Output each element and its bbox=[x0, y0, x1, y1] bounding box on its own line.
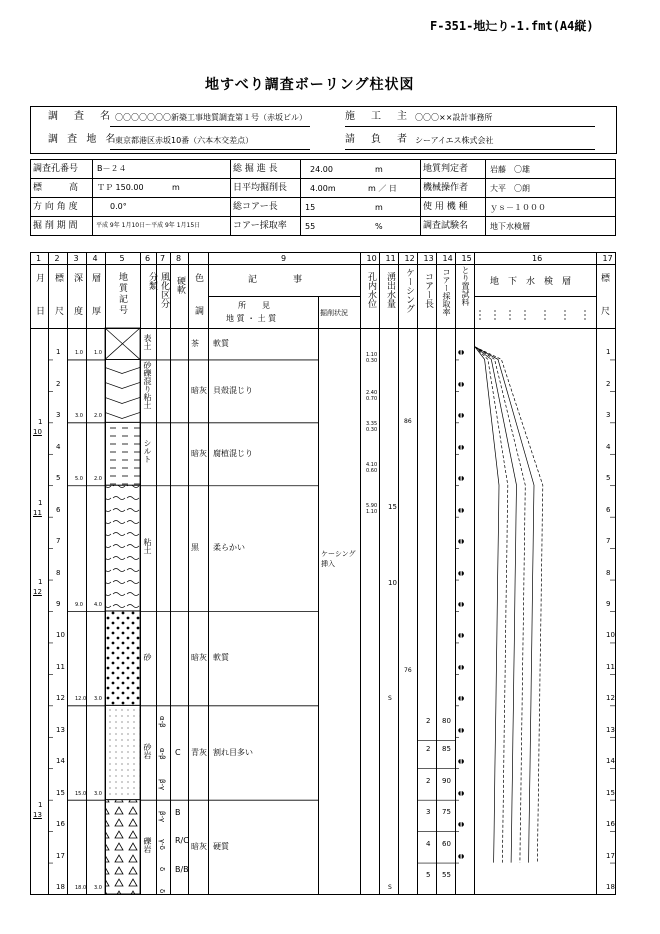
site-value: 東京都港区赤坂10番（六本木交差点） bbox=[115, 136, 254, 145]
layer-name-6: 礫岩 bbox=[143, 836, 152, 853]
scale-left-8: 8 bbox=[56, 568, 61, 577]
date-month-1: 1 bbox=[38, 499, 43, 508]
test-value: 地下水検層 bbox=[490, 222, 530, 231]
scale-left-9: 9 bbox=[56, 600, 61, 608]
scale-right-9: 9 bbox=[606, 600, 611, 608]
thickness-1: 2.0 bbox=[94, 413, 102, 420]
weathering-5: δ bbox=[158, 867, 166, 872]
water-level-sub-3: 0.60 bbox=[366, 468, 378, 475]
depth-2: 5.0 bbox=[75, 476, 83, 483]
scale-right-14: 14 bbox=[606, 757, 615, 766]
daily-unit: m ／ 日 bbox=[368, 184, 397, 193]
column-number-9: 9 bbox=[281, 254, 287, 263]
elev-value: ＴＰ 150.00 bbox=[97, 183, 144, 192]
drilling-note-a: ケーシング bbox=[321, 550, 356, 559]
hole-label: 調査孔番号 bbox=[33, 164, 79, 174]
scale-right-13: 13 bbox=[606, 725, 615, 734]
column-number-11: 11 bbox=[385, 254, 396, 263]
scale-left-14: 14 bbox=[56, 757, 65, 766]
thickness-5: 3.0 bbox=[94, 790, 102, 797]
column-number-6: 6 bbox=[145, 254, 151, 263]
sample-mark-0: ◖◗ bbox=[458, 349, 465, 357]
scale-right-11: 11 bbox=[606, 662, 615, 671]
document-code: F-351-地辷り-1.fmt(A4縦) bbox=[430, 19, 594, 33]
weathering-6: δ bbox=[158, 889, 166, 894]
sample-mark-12: ◖◗ bbox=[458, 726, 465, 734]
sample-mark-5: ◖◗ bbox=[458, 506, 465, 514]
core-length-0: 2 bbox=[426, 716, 431, 725]
project-value: 〇〇〇〇〇〇〇新築工事地質調査第１号（赤坂ビル） bbox=[115, 113, 307, 122]
sample-mark-7: ◖◗ bbox=[458, 569, 465, 577]
column-number-16: 16 bbox=[532, 254, 543, 263]
col14-header: コアー採取率 bbox=[442, 268, 451, 316]
core-rate-label: コアー採取率 bbox=[233, 221, 287, 231]
hardness-lower-1: R/C bbox=[175, 836, 189, 846]
sample-mark-15: ◖◗ bbox=[458, 821, 465, 829]
water-level-1: 2.40 bbox=[366, 389, 378, 396]
sample-mark-1: ◖◗ bbox=[458, 380, 465, 388]
col1-top: 月 bbox=[36, 274, 46, 284]
daily-value: 4.00m bbox=[310, 184, 336, 193]
core-rate-unit: % bbox=[375, 222, 383, 231]
core-len-unit: m bbox=[375, 203, 383, 212]
scale-left-3: 3 bbox=[56, 411, 61, 420]
col2-bottom: 尺 bbox=[55, 307, 65, 317]
test-label: 調査試験名 bbox=[423, 221, 469, 231]
column-number-10: 10 bbox=[366, 254, 377, 263]
core-rate-value: 55 bbox=[305, 222, 316, 231]
thickness-2: 2.0 bbox=[94, 476, 102, 483]
water-level-4: 5.90 bbox=[366, 503, 378, 510]
layer-note-6: 硬質 bbox=[213, 841, 229, 851]
weathering-2: β-γ bbox=[158, 779, 166, 791]
scale-left-10: 10 bbox=[56, 631, 65, 640]
col9-sub1: 所 見 bbox=[238, 301, 270, 310]
column-number-8: 8 bbox=[176, 254, 182, 263]
date-day-2: 12 bbox=[33, 587, 42, 596]
drilling-note-b: 挿入 bbox=[321, 559, 335, 568]
scale-right-10: 10 bbox=[606, 631, 615, 640]
scale-right-5: 5 bbox=[606, 474, 611, 483]
hole-value: B－２４ bbox=[97, 164, 127, 173]
col9-header: 記 事 bbox=[248, 275, 303, 285]
scale-left-7: 7 bbox=[56, 537, 61, 546]
core-len-value: 15 bbox=[305, 203, 316, 212]
sample-mark-13: ◖◗ bbox=[458, 758, 465, 766]
layer-note-2: 腐植混じり bbox=[213, 448, 253, 458]
sample-mark-3: ◖◗ bbox=[458, 443, 465, 451]
hardness-lower-2: B/B bbox=[175, 864, 189, 874]
contractor-value: 〇〇〇××設計事務所 bbox=[415, 113, 493, 122]
sample-mark-2: ◖◗ bbox=[458, 412, 465, 420]
layer-note-3: 柔らかい bbox=[213, 543, 245, 553]
hardness-lower-0: B bbox=[175, 808, 181, 818]
column-number-7: 7 bbox=[160, 254, 166, 263]
col12-header: ケーシング bbox=[404, 268, 414, 313]
date-month-3: 1 bbox=[38, 801, 43, 810]
thickness-0: 1.0 bbox=[94, 350, 102, 357]
thickness-3: 4.0 bbox=[94, 602, 102, 608]
depth-1: 3.0 bbox=[75, 413, 83, 420]
column-number-5: 5 bbox=[119, 254, 125, 263]
layer-color-2: 暗灰 bbox=[191, 448, 207, 458]
project-label: 調 査 名 bbox=[48, 111, 113, 122]
layer-color-1: 暗灰 bbox=[191, 385, 207, 395]
period-value: 平成 9年 1月10日～平成 9年 1月15日 bbox=[96, 222, 201, 229]
total-len-label: 総 掘 進 長 bbox=[233, 164, 278, 174]
sample-mark-9: ◖◗ bbox=[458, 632, 465, 640]
column-number-1: 1 bbox=[36, 254, 42, 263]
scale-left-6: 6 bbox=[56, 505, 61, 514]
column-number-15: 15 bbox=[461, 254, 472, 263]
water-level-sub-1: 0.70 bbox=[366, 395, 378, 402]
layer-note-1: 貝殻混じり bbox=[213, 385, 253, 395]
col6-header: 分類 bbox=[147, 272, 157, 290]
scale-left-13: 13 bbox=[56, 725, 65, 734]
core-length-4: 4 bbox=[426, 839, 431, 848]
elev-unit: m bbox=[172, 183, 180, 192]
period-label: 掘 削 期 間 bbox=[33, 221, 78, 231]
core-rate-1: 85 bbox=[442, 745, 451, 754]
col17-bottom: 尺 bbox=[601, 307, 611, 317]
col5-header: 地質記号 bbox=[117, 272, 127, 316]
dir-label: 方 向 角 度 bbox=[33, 202, 78, 212]
scale-left-5: 5 bbox=[56, 474, 61, 483]
water-level-0: 1.10 bbox=[366, 352, 378, 359]
scale-right-1: 1 bbox=[606, 348, 611, 357]
col3-bottom: 度 bbox=[74, 307, 84, 317]
date-day-0: 10 bbox=[33, 427, 42, 436]
col10-header: 孔内水位 bbox=[366, 272, 376, 308]
core-rate-4: 60 bbox=[442, 839, 451, 848]
column-number-2: 2 bbox=[54, 254, 60, 263]
sample-mark-4: ◖◗ bbox=[458, 475, 465, 483]
col4-top: 層 bbox=[92, 274, 102, 284]
spring-2: S bbox=[388, 694, 392, 702]
sample-mark-8: ◖◗ bbox=[458, 601, 465, 608]
layer-color-0: 茶 bbox=[191, 338, 199, 348]
date-month-0: 1 bbox=[38, 417, 43, 426]
column-number-17: 17 bbox=[602, 254, 613, 263]
column-number-4: 4 bbox=[92, 254, 98, 263]
layer-color-4: 暗灰 bbox=[191, 653, 207, 663]
layer-name-2: シルト bbox=[143, 438, 152, 463]
spring-1: 10 bbox=[388, 578, 397, 587]
col16-header: 地 下 水 検 層 bbox=[490, 277, 572, 287]
water-level-sub-2: 0.30 bbox=[366, 427, 378, 434]
layer-color-3: 黒 bbox=[191, 543, 199, 553]
core-length-1: 2 bbox=[426, 745, 431, 754]
depth-4: 12.0 bbox=[75, 696, 87, 703]
scale-left-11: 11 bbox=[56, 662, 65, 671]
scale-right-16: 16 bbox=[606, 820, 615, 829]
water-level-sub-0: 0.30 bbox=[366, 358, 378, 365]
scale-right-7: 7 bbox=[606, 537, 611, 546]
weathering-1: α-β bbox=[158, 747, 166, 760]
sample-mark-11: ◖◗ bbox=[458, 695, 465, 703]
water-level-sub-4: 1.10 bbox=[366, 509, 378, 516]
weathering-4: γ-δ bbox=[158, 839, 166, 851]
core-rate-5: 55 bbox=[442, 870, 451, 879]
col7-header: 硬軟 bbox=[175, 276, 185, 294]
layer-hardness-5: C bbox=[175, 747, 181, 757]
scale-left-1: 1 bbox=[56, 348, 61, 357]
weathering-3: β-γ bbox=[158, 810, 166, 822]
col11-header: 湧出水量 bbox=[385, 272, 395, 308]
scale-left-15: 15 bbox=[56, 788, 65, 797]
water-level-2: 3.35 bbox=[366, 421, 378, 428]
core-rate-2: 90 bbox=[442, 776, 451, 785]
sample-mark-16: ◖◗ bbox=[458, 852, 465, 860]
core-rate-3: 75 bbox=[442, 808, 451, 817]
depth-5: 15.0 bbox=[75, 790, 87, 797]
col3-top: 深 bbox=[74, 274, 84, 284]
scale-right-17: 17 bbox=[606, 851, 615, 860]
scale-left-17: 17 bbox=[56, 851, 65, 860]
layer-name-4: 砂 bbox=[143, 653, 152, 662]
scale-left-12: 12 bbox=[56, 694, 65, 703]
date-month-2: 1 bbox=[38, 577, 43, 586]
scale-left-4: 4 bbox=[56, 442, 61, 451]
column-number-14: 14 bbox=[442, 254, 453, 263]
daily-label: 日平均掘削長 bbox=[233, 183, 288, 193]
scale-right-6: 6 bbox=[606, 505, 611, 514]
core-length-5: 5 bbox=[426, 870, 431, 879]
layer-color-6: 暗灰 bbox=[191, 841, 207, 851]
layer-note-5: 割れ目多い bbox=[213, 747, 253, 757]
dir-value: 0.0° bbox=[110, 202, 127, 211]
scale-right-8: 8 bbox=[606, 568, 611, 577]
col1-bottom: 日 bbox=[36, 307, 46, 317]
thickness-6: 3.0 bbox=[94, 885, 102, 891]
layer-note-0: 軟質 bbox=[213, 338, 229, 348]
col17-top: 標 bbox=[601, 274, 611, 284]
machine-label: 使 用 機 種 bbox=[423, 202, 468, 212]
casing-1: 76 bbox=[404, 666, 412, 674]
col6b-header: 風化区分 bbox=[159, 272, 169, 308]
scale-right-4: 4 bbox=[606, 442, 611, 451]
column-number-3: 3 bbox=[73, 254, 79, 263]
date-day-1: 11 bbox=[33, 509, 42, 518]
casing-0: 86 bbox=[404, 418, 412, 426]
elev-label: 標 高 bbox=[33, 183, 79, 193]
scale-left-2: 2 bbox=[56, 379, 61, 388]
column-number-12: 12 bbox=[404, 254, 415, 263]
depth-3: 9.0 bbox=[75, 602, 83, 608]
scale-left-18: 18 bbox=[56, 883, 65, 891]
thickness-4: 3.0 bbox=[94, 696, 102, 703]
col9-sub3: 掘削状況 bbox=[320, 309, 348, 317]
operator-value: 大平 〇朗 bbox=[490, 184, 530, 193]
core-length-3: 3 bbox=[426, 808, 431, 817]
subcontractor-label: 請 負 者 bbox=[345, 134, 410, 145]
core-length-2: 2 bbox=[426, 776, 431, 785]
weathering-0: α-β bbox=[158, 716, 166, 729]
contractor-label: 施 工 主 bbox=[345, 111, 410, 122]
layer-name-5: 砂岩 bbox=[143, 742, 152, 759]
column-number-13: 13 bbox=[423, 254, 434, 263]
machine-value: ｙｓ－１０００ bbox=[490, 203, 546, 212]
layer-name-0: 表土 bbox=[143, 333, 152, 350]
date-day-3: 13 bbox=[33, 811, 42, 820]
depth-6: 18.0 bbox=[75, 885, 87, 891]
judge-label: 地質判定者 bbox=[423, 164, 469, 174]
judge-value: 岩藤 〇雄 bbox=[490, 165, 530, 174]
scale-right-12: 12 bbox=[606, 694, 615, 703]
total-len-unit: m bbox=[375, 165, 383, 174]
scale-right-15: 15 bbox=[606, 788, 615, 797]
core-rate-0: 80 bbox=[442, 716, 451, 725]
water-level-3: 4.10 bbox=[366, 462, 378, 469]
sample-mark-14: ◖◗ bbox=[458, 789, 465, 797]
sample-mark-10: ◖◗ bbox=[458, 663, 465, 671]
col8-bottom: 調 bbox=[195, 307, 205, 317]
col9-sub2: 地 質 ・ 土 質 bbox=[226, 314, 277, 323]
scale-right-3: 3 bbox=[606, 411, 611, 420]
sample-mark-6: ◖◗ bbox=[458, 538, 465, 546]
scale-left-16: 16 bbox=[56, 820, 65, 829]
col13-header: コアー長 bbox=[423, 272, 433, 308]
layer-color-5: 青灰 bbox=[191, 747, 207, 757]
scale-right-18: 18 bbox=[606, 883, 615, 891]
page-title: 地すべり調査ボーリング柱状図 bbox=[205, 77, 415, 93]
site-label: 調 査 地 名 bbox=[48, 134, 119, 145]
core-len-label: 総コアー長 bbox=[233, 202, 278, 212]
col15-header: とり置試料 bbox=[461, 266, 470, 306]
spring-3: S bbox=[388, 883, 392, 891]
layer-note-4: 軟質 bbox=[213, 653, 229, 663]
layer-name-3: 粘土 bbox=[143, 538, 152, 555]
spring-0: 15 bbox=[388, 503, 397, 512]
col2-top: 標 bbox=[55, 274, 65, 284]
total-len-value: 24.00 bbox=[310, 165, 333, 174]
layer-name-1: 砂礫混り粘土 bbox=[143, 360, 152, 409]
col4-bottom: 厚 bbox=[92, 307, 102, 317]
depth-0: 1.0 bbox=[75, 350, 83, 357]
scale-right-2: 2 bbox=[606, 379, 611, 388]
operator-label: 機械操作者 bbox=[423, 183, 469, 193]
col8-top: 色 bbox=[195, 274, 205, 284]
subcontractor-value: シーアイエス株式会社 bbox=[415, 136, 494, 145]
